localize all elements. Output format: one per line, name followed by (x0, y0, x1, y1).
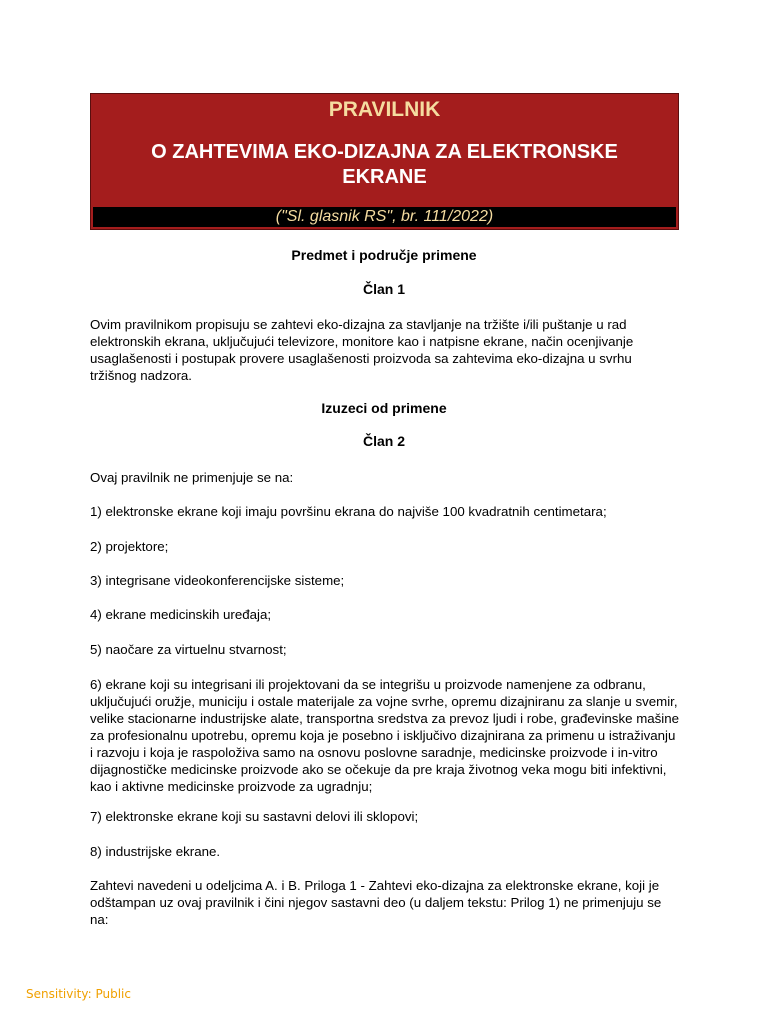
list-item: 2) projektore; (90, 539, 169, 554)
list-item: 3) integrisane videokonferencijske sisteme; (90, 573, 345, 588)
document-subtitle (91, 140, 678, 190)
article-1-text: Ovim pravilnikom propisuju se zahtevi eko-dizajna za stavljanje na tržište i/ili puštanje u rad elektronskih ekrana, uključujući televizore, monitore kao i natpisne ekrane, način ocenjivanje usaglašenosti i postupak provere usaglašenosti proizvoda sa zahtevima eko-dizajna u svrhu tržišnog nadzora. (90, 317, 634, 383)
list-item: 5) naočare za virtuelnu stvarnost; (90, 642, 287, 657)
list-item: 1) elektronske ekrane koji imaju površinu ekrana do najviše 100 kvadratnih centimetara; (90, 504, 607, 519)
section-heading-exceptions: Izuzeci od primene (321, 400, 447, 416)
document-header (90, 93, 679, 230)
sensitivity-label: Sensitivity: Public (26, 987, 131, 1001)
gazette-reference: ("Sl. glasnik RS", br. 111/2022) (93, 207, 676, 227)
document-title: PRAVILNIK (328, 98, 441, 121)
article-2-heading: Član 2 (362, 433, 405, 449)
section-heading-scope: Predmet i područje primene (291, 247, 477, 263)
list-item: 7) elektronske ekrane koji su sastavni delovi ili sklopovi; (90, 809, 419, 824)
closing-paragraph: Zahtevi navedeni u odeljcima A. i B. Priloga 1 - Zahtevi eko-dizajna za elektronske ekrane, koji je odštampan uz ovaj pravilnik i čini njegov sastavni deo (u daljem tekstu: Prilog 1) ne primenjuju se na: (90, 878, 662, 927)
list-item: 6) ekrane koji su integrisani ili projektovani da se integrišu u proizvode namenjene za odbranu, uključujući oružje, municiju i ostale materijale za vojne svrhe, opremu dizajniranu za slanje u svemir, velike stacionarne industrijske alate, transportna sredstva za prevoz ljudi i robe, građevinske mašine za profesionalnu upotrebu, opremu koja je posebno i isključivo dizajnirana za primenu u istraživanju i razvoju i koja je raspoloživa samo na osnovu poslovne saradnje, medicinske proizvode i in-vitro dijagnostičke medicinske proizvode ako se očekuje da pre kraja životnog veka mogu biti infektivni, kao i aktivne medicinske proizvode za ugradnju; (90, 677, 680, 794)
article-2-intro: Ovaj pravilnik ne primenjuje se na: (90, 470, 294, 485)
article-1-heading: Član 1 (362, 281, 405, 297)
list-item: 8) industrijske ekrane. (90, 844, 221, 859)
subtitle-text: O ZAHTEVIMA EKO-DIZAJNA ZA ELEKTRONSKE EKRANE (151, 141, 618, 188)
list-item: 4) ekrane medicinskih uređaja; (90, 607, 272, 622)
